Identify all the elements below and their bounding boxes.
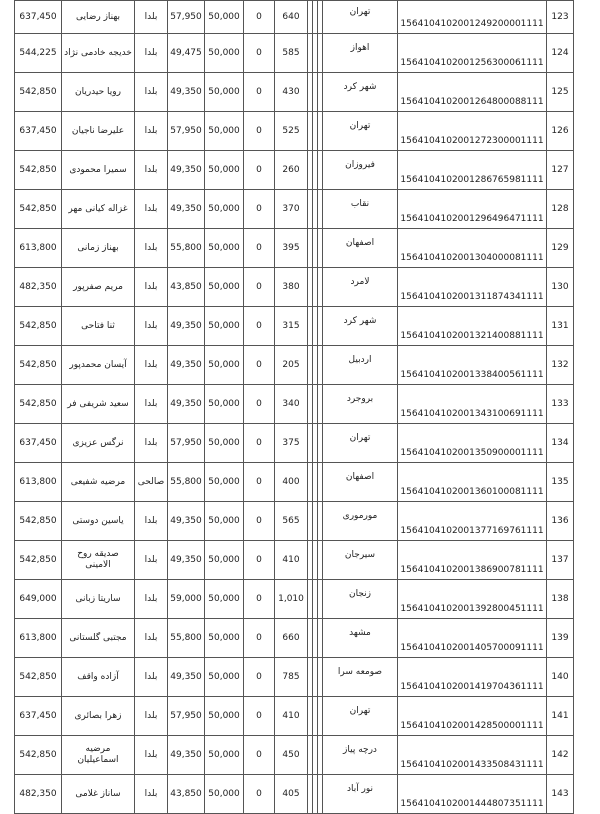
total-amount-cell: 542,850 [15,190,62,229]
city-text: زنجان [348,588,371,599]
amount-1-cell: 55,800 [168,463,205,502]
count-cell: 785 [275,658,308,697]
table-row [15,775,574,814]
zero-value-cell: 0 [244,658,275,697]
city-cell [323,619,398,658]
amount-1-cell: 49,350 [168,151,205,190]
amount-2-cell: 50,000 [205,580,244,619]
tracking-code-cell: 1564104102001392800451111 [398,580,547,619]
type-cell: بلدا [135,775,168,814]
table-row [15,1,574,34]
city-cell [323,736,398,775]
person-name-cell: ساریتا زبانی [62,580,135,619]
person-name-cell: مریم صفرپور [62,268,135,307]
city-text: فیروزان [345,159,375,170]
tracking-code-cell: 1564104102001419704361111 [398,658,547,697]
city-text: شهر کرد [343,81,377,92]
zero-value-cell: 0 [244,736,275,775]
table-row [15,736,574,775]
tracking-code-cell: 1564104102001256300061111 [398,34,547,73]
type-cell: بلدا [135,229,168,268]
amount-2-cell: 50,000 [205,736,244,775]
person-name-cell: ثنا فتاحی [62,307,135,346]
amount-2-cell: 50,000 [205,463,244,502]
city-cell [323,502,398,541]
count-cell: 375 [275,424,308,463]
zero-value-cell: 0 [244,619,275,658]
zero-value-cell: 0 [244,580,275,619]
amount-2-cell: 50,000 [205,619,244,658]
zero-value-cell: 0 [244,307,275,346]
amount-1-cell: 49,350 [168,346,205,385]
zero-value-cell: 0 [244,502,275,541]
city-cell [323,697,398,736]
city-cell [323,229,398,268]
zero-value-cell: 0 [244,385,275,424]
table-row [15,190,574,229]
count-cell: 640 [275,1,308,34]
zero-value-cell: 0 [244,775,275,814]
amount-1-cell: 57,950 [168,424,205,463]
city-text: اردبیل [348,354,372,365]
zero-value-cell: 0 [244,112,275,151]
amount-2-cell: 50,000 [205,268,244,307]
count-cell: 340 [275,385,308,424]
row-number-cell: 126 [547,112,574,151]
total-amount-cell: 637,450 [15,112,62,151]
tracking-code-cell: 1564104102001386900781111 [398,541,547,580]
total-amount-cell: 542,850 [15,73,62,112]
person-name-cell: سمیرا محمودی [62,151,135,190]
table-row [15,580,574,619]
table-row [15,463,574,502]
amount-2-cell: 50,000 [205,73,244,112]
city-cell [323,1,398,34]
total-amount-cell: 482,350 [15,775,62,814]
payment-table-body [15,1,574,814]
zero-value-cell: 0 [244,229,275,268]
zero-value-cell: 0 [244,190,275,229]
count-cell: 1,010 [275,580,308,619]
amount-2-cell: 50,000 [205,229,244,268]
type-cell: بلدا [135,580,168,619]
row-number-cell: 143 [547,775,574,814]
tracking-code-cell: 1564104102001286765981111 [398,151,547,190]
city-text: تهران [349,432,371,443]
tracking-code-cell: 1564104102001296496471111 [398,190,547,229]
type-cell: بلدا [135,697,168,736]
person-name-cell: زهرا بصائری [62,697,135,736]
total-amount-cell: 542,850 [15,541,62,580]
city-cell [323,775,398,814]
total-amount-cell: 613,800 [15,619,62,658]
total-amount-cell: 637,450 [15,424,62,463]
amount-1-cell: 49,350 [168,73,205,112]
tracking-code-cell: 1564104102001377169761111 [398,502,547,541]
row-number-cell: 131 [547,307,574,346]
total-amount-cell: 542,850 [15,658,62,697]
amount-2-cell: 50,000 [205,541,244,580]
city-cell [323,580,398,619]
person-name-cell: علیرضا ناجیان [62,112,135,151]
type-cell: بلدا [135,34,168,73]
person-name-cell: خدیجه خادمی نژاد [62,34,135,73]
payment-table [14,0,574,814]
amount-2-cell: 50,000 [205,775,244,814]
amount-1-cell: 49,350 [168,385,205,424]
zero-value-cell: 0 [244,424,275,463]
person-name-cell: بهناز زمانی [62,229,135,268]
table-row [15,73,574,112]
zero-value-cell: 0 [244,34,275,73]
city-text: سیرجان [344,549,376,560]
city-text: مشهد [349,627,371,638]
row-number-cell: 127 [547,151,574,190]
amount-2-cell: 50,000 [205,34,244,73]
table-row [15,502,574,541]
person-name-cell: آزاده واقف [62,658,135,697]
amount-1-cell: 57,950 [168,112,205,151]
person-name-cell: نرگس عزیزی [62,424,135,463]
row-number-cell: 138 [547,580,574,619]
zero-value-cell: 0 [244,463,275,502]
zero-value-cell: 0 [244,151,275,190]
amount-2-cell: 50,000 [205,1,244,34]
table-row [15,385,574,424]
city-text: اصفهان [345,471,375,482]
city-cell [323,112,398,151]
table-row [15,112,574,151]
amount-2-cell: 50,000 [205,385,244,424]
amount-1-cell: 59,000 [168,580,205,619]
type-cell: بلدا [135,541,168,580]
amount-1-cell: 57,950 [168,697,205,736]
city-cell [323,658,398,697]
count-cell: 525 [275,112,308,151]
city-cell [323,190,398,229]
count-cell: 400 [275,463,308,502]
amount-2-cell: 50,000 [205,697,244,736]
row-number-cell: 123 [547,1,574,34]
row-number-cell: 130 [547,268,574,307]
total-amount-cell: 613,800 [15,229,62,268]
row-number-cell: 142 [547,736,574,775]
tracking-code-cell: 1564104102001428500001111 [398,697,547,736]
tracking-code-cell: 1564104102001350900001111 [398,424,547,463]
row-number-cell: 134 [547,424,574,463]
table-row [15,541,574,580]
person-name-cell: مرضیه شفیعی [62,463,135,502]
person-name-cell: مجتبی گلستانی [62,619,135,658]
row-number-cell: 136 [547,502,574,541]
person-name-cell: بهناز رضایی [62,1,135,34]
type-cell: بلدا [135,73,168,112]
city-cell [323,73,398,112]
table-row [15,307,574,346]
city-cell [323,151,398,190]
person-name-cell: غزاله کیانی مهر [62,190,135,229]
amount-2-cell: 50,000 [205,424,244,463]
row-number-cell: 140 [547,658,574,697]
amount-2-cell: 50,000 [205,502,244,541]
city-text: تهران [349,120,371,131]
payment-table-sheet [14,0,569,814]
table-row [15,424,574,463]
count-cell: 260 [275,151,308,190]
city-text: نقاب [350,198,370,209]
amount-1-cell: 49,350 [168,541,205,580]
city-text: اصفهان [345,237,375,248]
city-text: مورموری [342,510,378,521]
amount-1-cell: 43,850 [168,775,205,814]
type-cell: بلدا [135,502,168,541]
count-cell: 565 [275,502,308,541]
city-cell [323,424,398,463]
total-amount-cell: 542,850 [15,346,62,385]
city-cell [323,385,398,424]
count-cell: 370 [275,190,308,229]
total-amount-cell: 542,850 [15,307,62,346]
zero-value-cell: 0 [244,346,275,385]
row-number-cell: 139 [547,619,574,658]
amount-1-cell: 49,350 [168,658,205,697]
person-name-cell: مرضیه اسماعیلیان [62,736,135,775]
total-amount-cell: 649,000 [15,580,62,619]
count-cell: 410 [275,697,308,736]
amount-1-cell: 43,850 [168,268,205,307]
type-cell: بلدا [135,346,168,385]
amount-1-cell: 49,350 [168,502,205,541]
city-cell [323,541,398,580]
total-amount-cell: 613,800 [15,463,62,502]
amount-2-cell: 50,000 [205,307,244,346]
type-cell: صالحی [135,463,168,502]
city-text: شهر کرد [343,315,377,326]
amount-1-cell: 49,350 [168,307,205,346]
city-text: صومعه سرا [337,666,383,677]
city-text: لامرد [350,276,370,287]
amount-2-cell: 50,000 [205,346,244,385]
type-cell: بلدا [135,736,168,775]
row-number-cell: 129 [547,229,574,268]
city-cell [323,34,398,73]
table-row [15,151,574,190]
total-amount-cell: 482,350 [15,268,62,307]
tracking-code-cell: 1564104102001433508431111 [398,736,547,775]
type-cell: بلدا [135,151,168,190]
amount-2-cell: 50,000 [205,658,244,697]
type-cell: بلدا [135,1,168,34]
count-cell: 315 [275,307,308,346]
table-row [15,619,574,658]
tracking-code-cell: 1564104102001360100081111 [398,463,547,502]
table-row [15,658,574,697]
tracking-code-cell: 1564104102001272300001111 [398,112,547,151]
zero-value-cell: 0 [244,1,275,34]
row-number-cell: 133 [547,385,574,424]
row-number-cell: 124 [547,34,574,73]
type-cell: بلدا [135,112,168,151]
tracking-code-cell: 1564104102001311874341111 [398,268,547,307]
person-name-cell: سعید شریفی فر [62,385,135,424]
tracking-code-cell: 1564104102001264800088111 [398,73,547,112]
type-cell: بلدا [135,658,168,697]
amount-2-cell: 50,000 [205,112,244,151]
count-cell: 410 [275,541,308,580]
person-name-cell: آیسان محمدپور [62,346,135,385]
count-cell: 585 [275,34,308,73]
city-text: اهواز [350,42,370,53]
zero-value-cell: 0 [244,697,275,736]
city-text: تهران [349,705,371,716]
count-cell: 430 [275,73,308,112]
row-number-cell: 135 [547,463,574,502]
count-cell: 205 [275,346,308,385]
total-amount-cell: 542,850 [15,385,62,424]
count-cell: 450 [275,736,308,775]
tracking-code-cell: 1564104102001338400561111 [398,346,547,385]
city-cell [323,307,398,346]
tracking-code-cell: 1564104102001249200001111 [398,1,547,34]
type-cell: بلدا [135,424,168,463]
tracking-code-cell: 1564104102001304000081111 [398,229,547,268]
table-row [15,229,574,268]
amount-1-cell: 49,475 [168,34,205,73]
row-number-cell: 141 [547,697,574,736]
person-name-cell: یاسین دوستی [62,502,135,541]
city-text: درچه پیاز [343,744,377,755]
total-amount-cell: 637,450 [15,697,62,736]
amount-1-cell: 55,800 [168,619,205,658]
city-cell [323,346,398,385]
type-cell: بلدا [135,385,168,424]
total-amount-cell: 542,850 [15,151,62,190]
tracking-code-cell: 1564104102001321400881111 [398,307,547,346]
table-row [15,34,574,73]
row-number-cell: 137 [547,541,574,580]
city-cell [323,268,398,307]
count-cell: 380 [275,268,308,307]
count-cell: 395 [275,229,308,268]
zero-value-cell: 0 [244,268,275,307]
person-name-cell: رویا حیدریان [62,73,135,112]
city-text: نور آباد [346,783,374,794]
type-cell: بلدا [135,268,168,307]
table-row [15,346,574,385]
amount-2-cell: 50,000 [205,190,244,229]
count-cell: 660 [275,619,308,658]
tracking-code-cell: 1564104102001405700091111 [398,619,547,658]
type-cell: بلدا [135,307,168,346]
total-amount-cell: 637,450 [15,1,62,34]
amount-2-cell: 50,000 [205,151,244,190]
type-cell: بلدا [135,190,168,229]
row-number-cell: 125 [547,73,574,112]
zero-value-cell: 0 [244,73,275,112]
person-name-cell: صدیقه روح الامینی [62,541,135,580]
table-row [15,697,574,736]
city-text: تهران [349,6,371,17]
total-amount-cell: 544,225 [15,34,62,73]
amount-1-cell: 57,950 [168,1,205,34]
tracking-code-cell: 1564104102001343100691111 [398,385,547,424]
city-cell [323,463,398,502]
city-text: بروجرد [346,393,374,404]
person-name-cell: ساناز غلامی [62,775,135,814]
table-row [15,268,574,307]
total-amount-cell: 542,850 [15,736,62,775]
type-cell: بلدا [135,619,168,658]
zero-value-cell: 0 [244,541,275,580]
count-cell: 405 [275,775,308,814]
total-amount-cell: 542,850 [15,502,62,541]
row-number-cell: 128 [547,190,574,229]
tracking-code-cell: 1564104102001444807351111 [398,775,547,814]
amount-1-cell: 49,350 [168,190,205,229]
row-number-cell: 132 [547,346,574,385]
amount-1-cell: 55,800 [168,229,205,268]
amount-1-cell: 49,350 [168,736,205,775]
